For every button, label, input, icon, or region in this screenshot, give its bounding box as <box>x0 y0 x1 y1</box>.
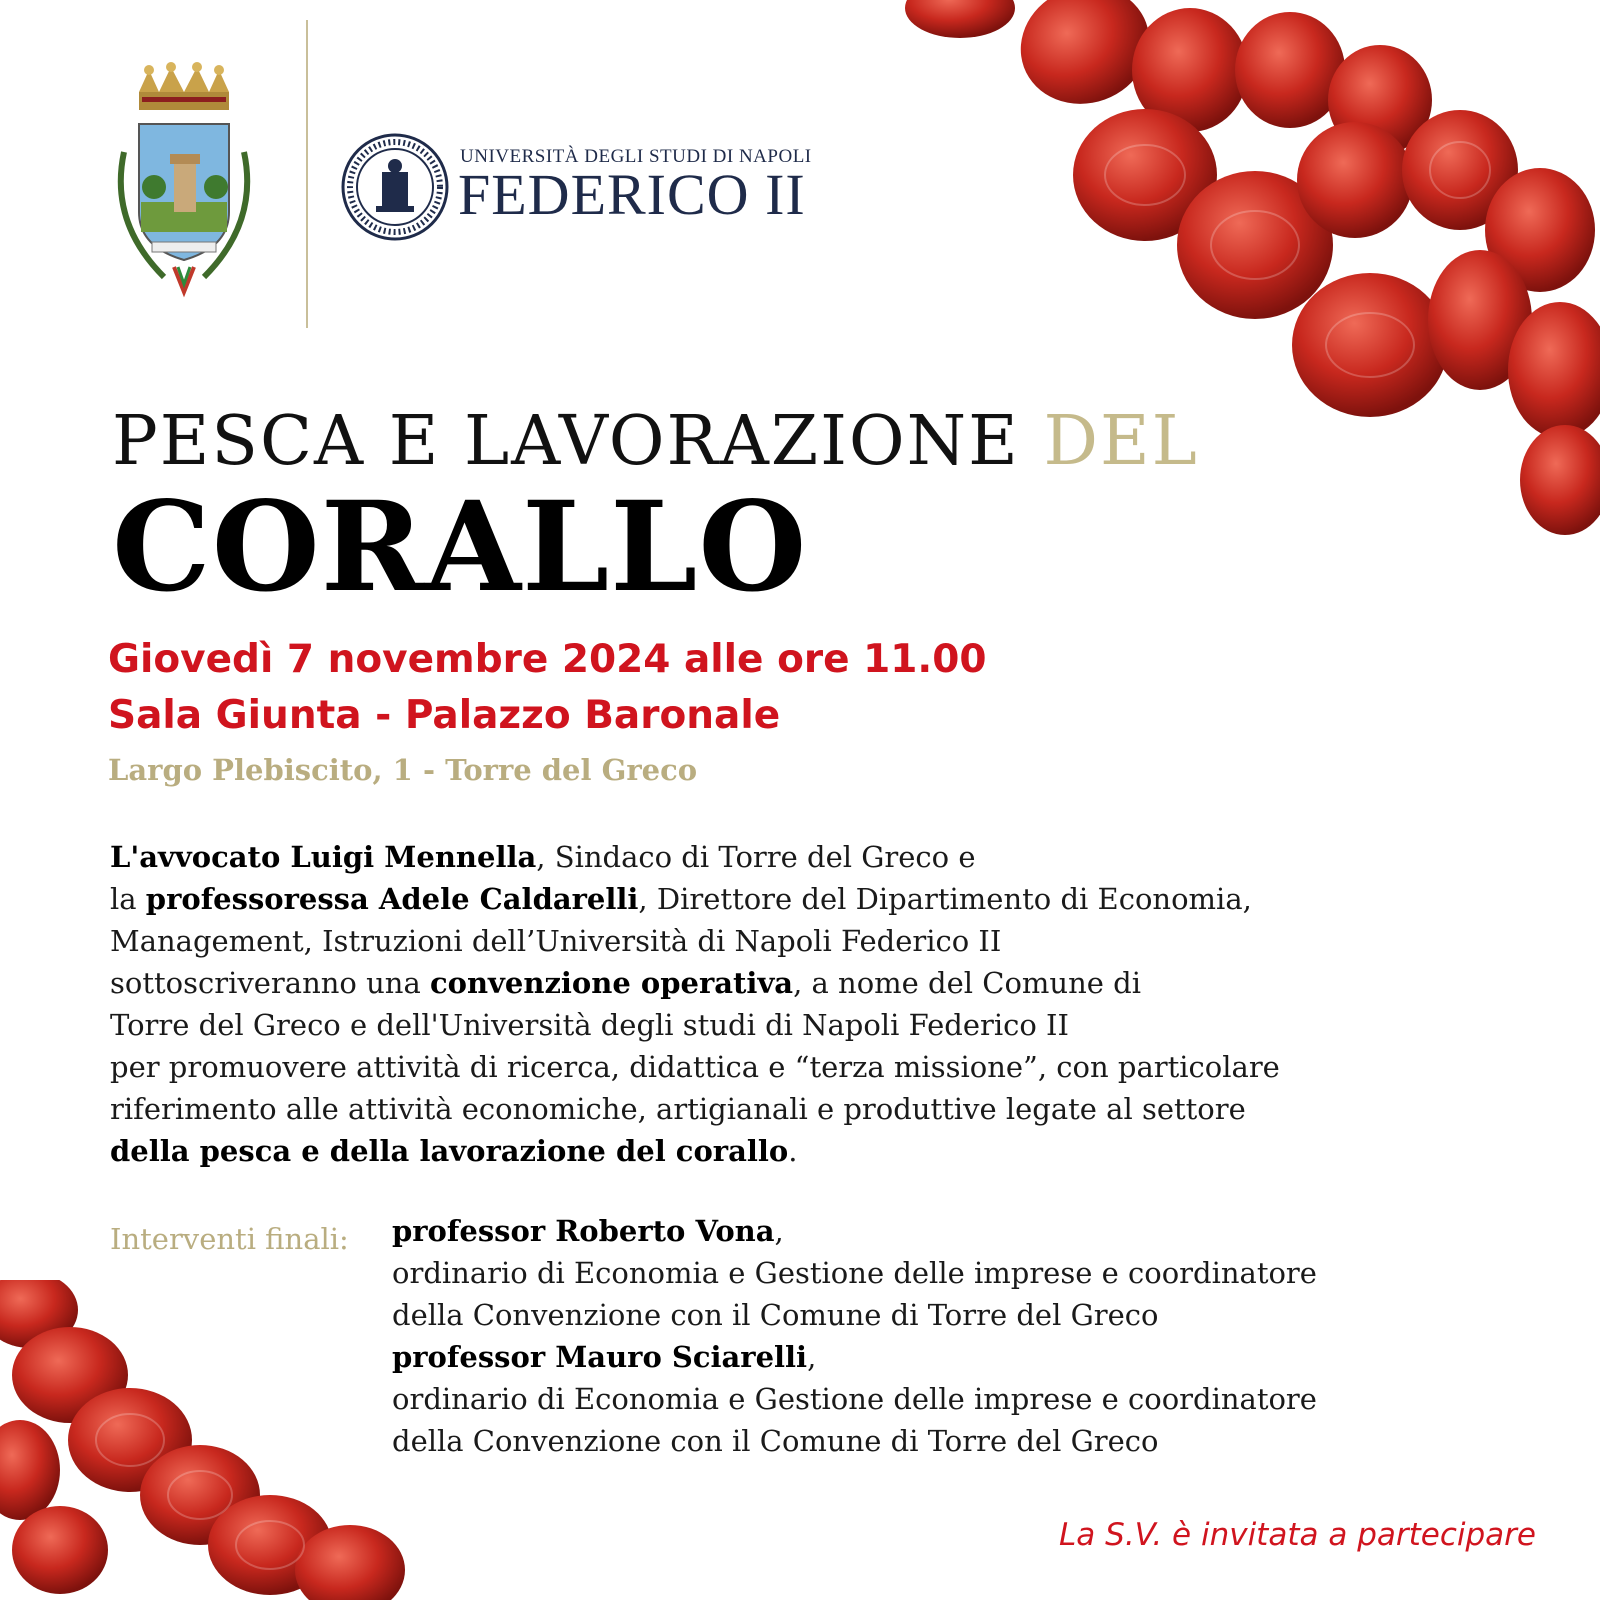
sector-term: della pesca e della lavorazione del corallo <box>110 1134 789 1168</box>
speaker2-name: professor Mauro Sciarelli <box>392 1340 808 1374</box>
body-line <box>110 878 1510 920</box>
interventions-label: Interventi finali: <box>110 1222 349 1256</box>
university-name-line1: UNIVERSITÀ DEGLI STUDI DI NAPOLI <box>460 146 812 167</box>
body-text-span: sottoscriveranno una <box>110 966 430 1000</box>
body-line <box>110 962 1510 1004</box>
speaker2-role-line1: ordinario di Economia e Gestione delle imprese e coordinatore <box>392 1382 1317 1416</box>
speaker2-role-line2: della Convenzione con il Comune di Torre del Greco <box>392 1424 1159 1458</box>
event-venue: Sala Giunta - Palazzo Baronale <box>108 693 781 738</box>
speaker2-comma: , <box>807 1340 817 1374</box>
body-paragraph <box>110 836 1510 1172</box>
body-text-span: . <box>788 1134 798 1168</box>
speaker-name-line <box>392 1210 1542 1252</box>
logo-divider <box>306 20 308 328</box>
speaker1-comma: , <box>774 1214 784 1248</box>
body-line: riferimento alle attività economiche, artigianali e produttive legate al settore <box>110 1092 1246 1126</box>
speaker1-role-line2: della Convenzione con il Comune di Torre del Greco <box>392 1298 1159 1332</box>
body-text-span: , Direttore del Dipartimento di Economia, <box>638 882 1252 916</box>
university-name-line2: FEDERICO II <box>458 162 806 227</box>
convention-term: convenzione operativa <box>429 966 794 1000</box>
speaker-name-line <box>392 1336 1542 1378</box>
title-line1 <box>112 402 1199 481</box>
speakers-list <box>392 1210 1542 1462</box>
body-line: Torre del Greco e dell'Università degli studi di Napoli Federico II <box>110 1008 1069 1042</box>
body-text-span: , a nome del Comune di <box>793 966 1141 1000</box>
title-line2: CORALLO <box>112 475 808 620</box>
director-name: professoressa Adele Caldarelli <box>145 882 639 916</box>
title-line1-accent: DEL <box>1043 402 1199 481</box>
title-line1-main: PESCA E LAVORAZIONE <box>112 402 1044 481</box>
invitation-note: La S.V. è invitata a partecipare <box>1059 1517 1536 1553</box>
event-date-time: Giovedì 7 novembre 2024 alle ore 11.00 <box>108 637 987 682</box>
speaker1-name: professor Roberto Vona <box>392 1214 775 1248</box>
university-seal-icon <box>340 132 450 242</box>
body-text-span: la <box>110 882 146 916</box>
coral-beads-bottom-icon <box>0 1280 420 1600</box>
body-line <box>110 836 1510 878</box>
body-line: per promuovere attività di ricerca, didattica e “terza missione”, con particolare <box>110 1050 1280 1084</box>
mayor-name: L'avvocato Luigi Mennella <box>110 840 537 874</box>
speaker1-role-line1: ordinario di Economia e Gestione delle imprese e coordinatore <box>392 1256 1317 1290</box>
body-line: Management, Istruzioni dell’Università di Napoli Federico II <box>110 924 1002 958</box>
town-crest-icon <box>104 62 264 302</box>
event-address: Largo Plebiscito, 1 - Torre del Greco <box>108 753 698 787</box>
body-line <box>110 1130 1510 1172</box>
body-text-span: , Sindaco di Torre del Greco e <box>536 840 976 874</box>
